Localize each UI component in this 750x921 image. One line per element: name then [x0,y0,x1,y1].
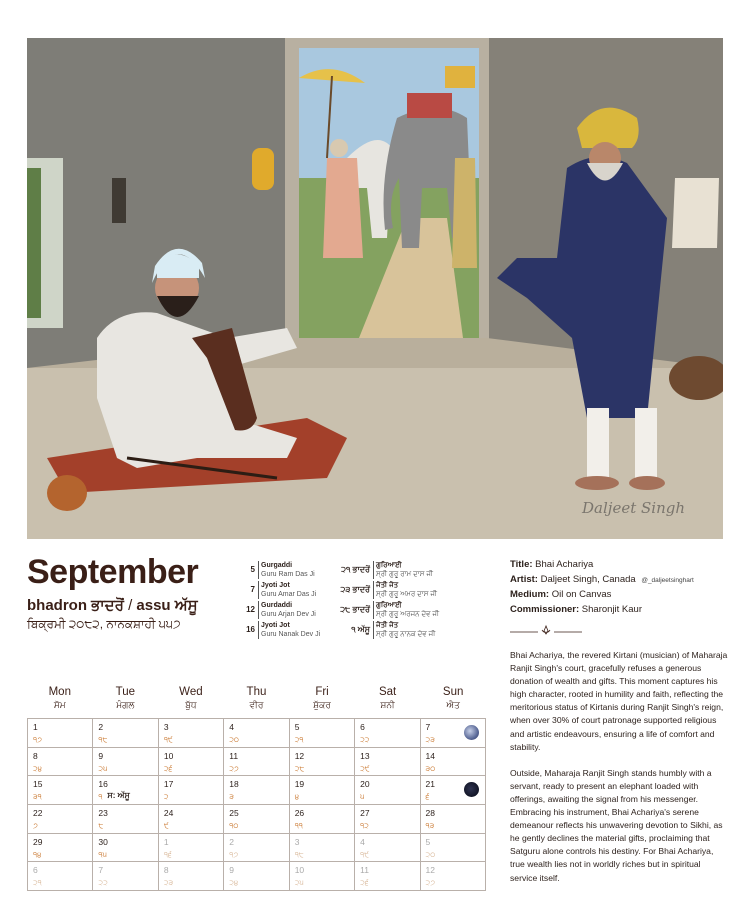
event-day: 16 [246,625,255,634]
credit-medium-label: Medium: [510,589,550,600]
credit-artist-label: Artist: [510,573,538,585]
calendar-day[interactable] [93,805,158,834]
event-divider [373,561,374,579]
punjabi-date: ੮ [98,821,104,831]
weekday-header [27,686,486,716]
weekday-mon [27,686,93,716]
day-number: 8 [163,865,169,876]
punjabi-date: ੨੪ [33,763,42,773]
weekday-label-punjabi: ਮੰਗਲ [116,700,135,710]
punjabi-date: ੨ [163,792,169,802]
punjabi-date: ੧੯ [163,735,173,744]
era-years: ਬਿਕ੍ਰਮੀ ੨੦੮੨, ਨਾਨਕਸ਼ਾਹੀ ੫੫੭ [27,617,181,631]
calendar-week [28,776,486,805]
calendar-day[interactable] [290,748,355,777]
day-number: 19 [294,779,305,790]
weekday-label: Wed [179,686,203,698]
day-number: 4 [360,836,365,847]
credit-medium [510,588,730,603]
event-day: ੨੧ ਭਾਦਰੋਂ [341,565,370,574]
day-number: 18 [229,779,239,790]
punjabi-date: ੨੬ [163,763,173,773]
weekday-thu [224,686,290,716]
new-moon-icon [464,782,479,797]
event-item [243,601,333,621]
event-divider [258,621,259,639]
event-item-punjabi [330,621,436,641]
day-number: 3 [163,722,169,732]
painting-signature: Daljeet Singh [582,499,685,517]
punjabi-date: ੧੯ [360,849,370,859]
event-subtitle: ਸ੍ਰੀ ਗੁਰੂ ਅਮਰ ਦਾਸ ਜੀ [376,591,438,598]
day-number: 1 [163,836,169,847]
credit-commissioner-value: Sharonjit Kaur [581,603,642,615]
sankrant-label: ਸ: ਅੱਸੂ [107,791,130,801]
weekday-label-punjabi: ਸ਼ਨੀ [380,700,395,710]
day-number: 6 [360,722,365,732]
day-number: 27 [360,808,370,819]
credit-artist-value: Daljeet Singh, Canada [540,573,636,585]
event-subtitle: Guru Ram Das Ji [261,571,315,578]
event-title: ਗੁਰਿਆਈ [376,562,402,569]
day-number: 30 [98,836,108,847]
credit-title-label: Title: [510,559,533,570]
calendar-day[interactable] [159,805,224,834]
event-title: Gurgaddi [261,562,293,569]
day-number: 17 [163,779,174,790]
punjabi-date: ੧ [98,792,103,802]
calendar-day[interactable] [290,862,355,891]
day-number: 14 [425,750,435,761]
calendar-day[interactable] [224,862,289,891]
day-number: 8 [33,750,38,761]
punjabi-date: ੨੩ [425,735,435,744]
event-subtitle: Guru Nanak Dev Ji [261,631,321,638]
calendar-day[interactable] [224,805,289,834]
calendar-day[interactable] [93,719,158,748]
event-day: 12 [246,605,255,614]
weekday-label: Tue [115,686,136,698]
punjabi-date: ੨੮ [294,763,305,773]
artwork-credits [510,558,730,617]
calendar-day[interactable] [159,748,224,777]
lunar-months [27,597,198,614]
punjabi-date: ੧੮ [98,735,108,744]
punjabi-date: ੩੦ [425,763,436,773]
event-subtitle: ਸ੍ਰੀ ਗੁਰੂ ਅਰਜਨ ਦੇਵ ਜੀ [376,611,440,618]
event-day: ੨੩ ਭਾਦਰੋਂ [340,585,370,594]
calendar-day[interactable] [224,834,289,863]
weekday-label-punjabi: ਬੁੱਧ [185,700,197,710]
painting-artwork [27,38,723,539]
day-number: 22 [33,808,43,819]
weekday-wed [158,686,224,716]
calendar-day[interactable] [28,834,93,863]
weekday-label-punjabi: ਐਤ [446,700,460,710]
description-paragraph: Outside, Maharaja Ranjit Singh stands humbly with a servant, ready to present an elephant loaded with offerings, awaiting the signal from his messenger. Embracing his instrument, Bhai Achariya's serene demeanour reflects his unwavering devotion to Sikhi, as he gently declines the material gifts, proclaiming that Satguru alone controls his destiny. For Bhai Achariya, true wealth lies not in worldly riches but in spiritual service itself. [510,767,723,883]
ornament-divider-icon [510,624,582,636]
artist-handle[interactable]: @_daljeetsinghart [641,576,694,584]
calendar-day[interactable] [421,719,486,748]
punjabi-date: ੨੯ [360,763,370,773]
day-number: 26 [294,808,305,819]
punjabi-date: ੧੫ [98,849,107,859]
event-divider [373,581,374,599]
day-number: 4 [229,722,234,732]
lunar-separator: / [128,597,133,614]
day-number: 15 [33,779,43,790]
event-subtitle: Guru Amar Das Ji [261,591,317,598]
calendar-day[interactable] [421,776,486,805]
day-number: 16 [98,779,108,790]
punjabi-date: ੫ [360,792,365,802]
calendar-day[interactable] [421,748,486,777]
event-subtitle: ਸ੍ਰੀ ਗੁਰੂ ਨਾਨਕ ਦੇਵ ਜੀ [376,631,436,638]
calendar-day[interactable] [28,776,93,805]
calendar-day[interactable] [421,805,486,834]
punjabi-date: ੩੧ [33,792,42,802]
day-number: 5 [425,836,431,847]
day-number: 5 [294,722,300,732]
punjabi-date: ੨੬ [360,878,369,888]
day-number: 3 [294,836,300,847]
credit-commissioner [510,603,730,618]
punjabi-date: ੨੭ [425,878,436,888]
weekday-fri [289,686,355,716]
weekday-label: Fri [315,686,329,698]
punjabi-date: ੨੨ [98,878,108,888]
punjabi-date: ੧੧ [294,821,303,831]
painting [27,38,723,539]
weekday-label: Mon [48,686,71,698]
day-number: 7 [425,722,431,732]
day-number: 28 [425,808,435,819]
punjabi-date: ੧੪ [33,849,42,859]
punjabi-date: ੩ [229,792,234,802]
event-day: ੧ ਅੱਸੂ [351,625,370,634]
calendar-day[interactable] [28,862,93,891]
calendar-day[interactable] [421,834,486,863]
event-item [243,581,333,601]
day-number: 24 [163,808,174,819]
weekday-label: Sun [442,686,464,698]
calendar-day[interactable] [159,862,224,891]
credit-medium-value: Oil on Canvas [551,589,612,600]
calendar-day[interactable] [28,805,93,834]
calendar-day[interactable] [355,862,420,891]
weekday-label-punjabi: ਸ਼ੁੱਕਰ [313,700,331,710]
calendar-week [28,805,486,834]
punjabi-date: ੨੫ [98,763,108,773]
event-title: ਜੋਤੀ ਜੋਤ [376,622,399,629]
credit-title [510,558,730,573]
full-moon-icon [464,725,479,740]
credit-artist [510,573,730,589]
calendar-day[interactable] [93,776,158,805]
calendar-day[interactable] [28,719,93,748]
day-number: 11 [360,865,369,876]
punjabi-date: ੬ [425,792,430,802]
punjabi-date: ੧੮ [294,849,304,859]
calendar-day[interactable] [93,862,158,891]
calendar-day[interactable] [355,776,420,805]
event-divider [373,601,374,619]
calendar-day[interactable] [224,776,289,805]
calendar-day[interactable] [290,805,355,834]
description-paragraph: Bhai Achariya, the revered Kirtani (musician) of Maharaja Ranjit Singh's court, gracefully refuses a generous donation of wealth and gifts. This moment captures his high character, rooted in humility and faith, reflecting the meritorious status of Kirtanis during Ranjit Singh's reign, when over 30% of court patronage supported religious and artistic endeavours, ensuring a life of comfort and stability. [510,650,728,752]
day-number: 11 [229,750,239,761]
day-number: 9 [98,750,104,761]
day-number: 9 [229,865,234,876]
punjabi-date: ੧੦ [229,821,239,831]
weekday-label-punjabi: ਸੋਮ [53,700,66,710]
event-divider [258,581,259,599]
calendar-grid [27,718,486,891]
punjabi-date: ੧੭ [33,735,42,744]
lunar-month-bhadron: bhadron ਭਾਦਰੋਂ [27,597,124,614]
punjabi-date: ੨੪ [229,878,239,888]
day-number: 12 [425,865,435,876]
calendar-day[interactable] [159,776,224,805]
calendar-day[interactable] [93,834,158,863]
artwork-description [510,649,728,885]
punjabi-date: ੪ [294,792,300,802]
calendar-day[interactable] [355,805,420,834]
punjabi-date: ੯ [163,821,169,831]
calendar [27,686,486,888]
calendar-week [28,834,486,863]
day-number: 1 [33,722,38,732]
weekday-sun [420,686,486,716]
calendar-day[interactable] [355,748,420,777]
day-number: 25 [229,808,239,819]
punjabi-date: ੨੦ [425,849,436,859]
month-title: September [27,553,199,591]
day-number: 6 [33,865,38,876]
event-item [243,561,333,581]
punjabi-date: ੧੩ [425,821,435,831]
event-divider [258,601,259,619]
calendar-day[interactable] [159,719,224,748]
event-title: ਜੋਤੀ ਜੋਤ [376,582,399,589]
day-number: 2 [98,722,104,732]
weekday-tue [93,686,159,716]
weekday-label-punjabi: ਵੀਰ [249,700,264,710]
punjabi-date: ੧੬ [163,849,172,859]
calendar-day[interactable] [290,834,355,863]
punjabi-date: ੧੭ [229,849,239,859]
credit-commissioner-label: Commissioner: [510,603,580,615]
lunar-month-assu: assu ਅੱਸੂ [136,597,198,614]
calendar-week [28,719,486,748]
calendar-day[interactable] [224,719,289,748]
punjabi-date: ੧੨ [360,821,369,831]
calendar-day[interactable] [355,834,420,863]
day-number: 12 [294,750,305,761]
event-subtitle: Guru Arjan Dev Ji [261,611,316,618]
punjabi-date: ੨੩ [163,878,174,888]
calendar-day[interactable] [224,748,289,777]
punjabi-date: ੨੫ [294,878,304,888]
calendar-day[interactable] [290,776,355,805]
punjabi-date: ੨੧ [33,878,42,888]
day-number: 21 [425,779,435,790]
day-number: 20 [360,779,370,790]
calendar-day[interactable] [290,719,355,748]
day-number: 23 [98,808,108,819]
calendar-day[interactable] [28,748,93,777]
event-item-punjabi [330,561,434,581]
day-number: 2 [229,836,234,847]
event-item [243,621,333,641]
event-item-punjabi [330,601,440,621]
event-title: ਗੁਰਿਆਈ [376,602,402,609]
calendar-day[interactable] [355,719,420,748]
event-day: 5 [250,565,255,574]
punjabi-date: ੨੭ [229,763,239,773]
calendar-day[interactable] [421,862,486,891]
punjabi-date: ੨੧ [294,735,304,744]
event-item-punjabi [330,581,438,601]
event-title: Jyoti Jot [261,582,290,589]
credit-title-value: Bhai Achariya [535,559,594,570]
weekday-label: Thu [246,686,267,698]
day-number: 7 [98,865,104,876]
punjabi-date: ੨੦ [229,735,239,744]
day-number: 29 [33,836,43,847]
weekday-label: Sat [378,686,397,698]
calendar-week [28,748,486,777]
event-divider [258,561,259,579]
weekday-sat [355,686,421,716]
day-number: 10 [163,750,174,761]
event-divider [373,621,374,639]
calendar-week [28,862,486,891]
event-day: ੨੮ ਭਾਦਰੋਂ [340,605,370,614]
event-day: 7 [250,585,255,594]
event-title: Jyoti Jot [261,622,290,629]
event-title: Gurdaddi [261,602,293,609]
calendar-day[interactable] [93,748,158,777]
punjabi-date: ੭ [33,821,38,831]
day-number: 13 [360,750,370,761]
event-subtitle: ਸ੍ਰੀ ਗੁਰੂ ਰਾਮ ਦਾਸ ਜੀ [376,571,434,578]
day-number: 10 [294,865,305,876]
calendar-day[interactable] [159,834,224,863]
punjabi-date: ੨੨ [360,735,370,744]
